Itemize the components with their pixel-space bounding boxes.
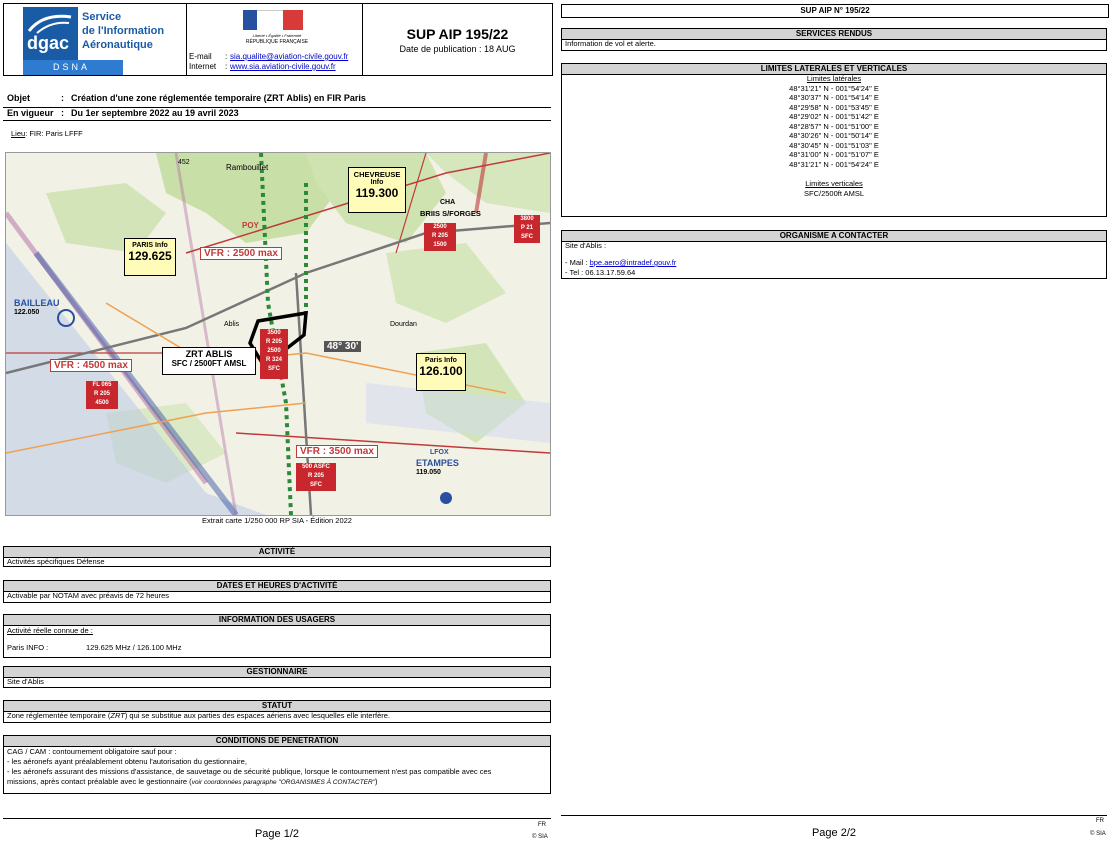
cond-line1: CAG / CAM : contournement obligatoire sauf pour : (7, 747, 177, 756)
map-label-briis: BRIIS S/FORGES (420, 209, 481, 218)
cond-line4 (7, 777, 550, 788)
objet-text: Création d'une zone réglementée temporaire (ZRT Ablis) en FIR Paris (71, 93, 366, 103)
chevreuse-freq: 119.300 (355, 186, 399, 200)
box-fl065-bot: 4500 (95, 400, 109, 406)
zrt-label-name: ZRT ABLIS (185, 349, 233, 359)
chevreuse-info: Info (370, 179, 384, 186)
box-3800-bot: SFC (521, 234, 533, 240)
red-box-2500 (424, 223, 456, 251)
map-label-etampes: ETAMPES (416, 458, 459, 468)
zrt-label-box (162, 347, 256, 375)
coord-2: 48°30'37" N - 001°54'14" E (789, 93, 879, 102)
org-tel: - Tel : 06.13.17.59.64 (565, 268, 636, 277)
internet-label: Internet (189, 62, 217, 71)
flag-blue (243, 10, 257, 30)
vfr-2500-label: VFR : 2500 max (200, 247, 282, 260)
republique-text: RÉPUBLIQUE FRANÇAISE (245, 39, 309, 45)
email-link[interactable]: sia.qualite@aviation-civile.gouv.fr (230, 52, 349, 61)
marianne-icon (257, 10, 283, 31)
section-services (561, 28, 1107, 52)
info-line2-value: 129.625 MHz / 126.100 MHz (86, 643, 182, 652)
cond-line4-post: ) (375, 777, 378, 786)
cond-line4-pre: missions, après contact préalable avec le gestionnaire ( (7, 777, 192, 786)
vert-label: Limites verticales (805, 179, 863, 188)
box-3500-sfc: SFC (268, 366, 280, 372)
dsna-band (23, 60, 123, 75)
objet-colon: : (61, 93, 64, 103)
info-body (3, 625, 551, 658)
cond-line3: - les aéronefs assurant des missions d'assistance, de sauvetage ou de sécurité publique, lorsque le contournement n'est pas compatible avec ces (7, 767, 492, 776)
section-gestionnaire (3, 666, 551, 688)
lat-label: Limites latérales (806, 74, 862, 83)
box-3800-top: 3800 (520, 216, 534, 222)
map-label-ablis: Ablis (224, 321, 240, 328)
box-500asfc-mid: R 205 (307, 473, 324, 479)
activite-body: Activités spécifiques Défense (3, 557, 551, 567)
footer-sia-right: © SIA (1090, 831, 1106, 837)
statut-body (3, 711, 551, 723)
vigueur-label: En vigueur (7, 108, 54, 118)
lieu-text: : FIR: Paris LFFF (25, 129, 83, 138)
header-logo-box (3, 3, 187, 76)
org-site: Site d'Ablis : (565, 241, 607, 250)
section-limites (561, 63, 1107, 218)
cond-title: CONDITIONS DE PENETRATION (3, 735, 551, 747)
internet-prefix: : (225, 62, 228, 71)
info-title: INFORMATION DES USAGERS (3, 614, 551, 626)
chevreuse-info-box (348, 167, 406, 213)
coord-3: 48°29'58" N - 001°53'45" E (789, 102, 879, 112)
cond-body (3, 746, 551, 794)
cond-line4-italic: voir coordonnées paragraphe "ORGANISMES À CONTACTER" (191, 779, 375, 786)
services-title: SERVICES RENDUS (561, 28, 1107, 40)
lieu-row (11, 129, 83, 138)
statut-title: STATUT (3, 700, 551, 712)
zrt-label-limits: SFC / 2500FT AMSL (171, 359, 247, 368)
footer-fr-right: FR (1096, 818, 1104, 824)
service-line-1: Service (82, 11, 122, 23)
vfr-3500-label: VFR : 3500 max (296, 445, 378, 458)
map-label-etampes-code: LFOX (430, 449, 449, 456)
chevreuse-name: CHEVREUSE (353, 170, 401, 179)
box-500asfc-bot: SFC (310, 482, 322, 488)
statut-post: ) qui se substitue aux parties des espaces aériens avec lesquelles elle interfère. (124, 711, 390, 720)
info-line2-label: Paris INFO : (7, 643, 49, 652)
info-line1: Activité réelle connue de : (7, 626, 93, 635)
services-body: Information de vol et alerte. (561, 39, 1107, 51)
footer-sia-left: © SIA (532, 834, 548, 840)
box-fl065-mid: R 205 (93, 391, 110, 397)
map-label-452: 452 (178, 159, 190, 166)
activite-title: ACTIVITÉ (3, 546, 551, 558)
footer-rule-right (561, 815, 1107, 816)
footer-page2: Page 2/2 (811, 827, 857, 839)
service-line-2: de l'Information (82, 25, 165, 37)
box-2500-mid: R 205 (431, 233, 448, 239)
republique-logo (243, 10, 303, 32)
map-caption: Extrait carte 1/250 000 RP SIA - Édition 2022 (202, 516, 352, 525)
dgac-logo-text: dgac (27, 33, 70, 53)
coord-5: 48°28'57" N - 001°51'00" E (789, 121, 879, 131)
map-label-baillea-freq: 122.050 (14, 309, 40, 316)
footer-rule-left (3, 818, 551, 819)
dates-title: DATES ET HEURES D'ACTIVITÉ (3, 580, 551, 592)
statut-zrt: ZRT (110, 711, 125, 720)
section-dates (3, 580, 551, 602)
paris-info-2-freq: 126.100 (419, 364, 463, 378)
coord-1: 48°31'21" N - 001°54'24" E (789, 83, 879, 93)
map-label-rambouillet: Rambouillet (226, 163, 269, 172)
org-mail-link[interactable]: bpe.aero@intradef.gouv.fr (589, 258, 677, 267)
box-3500-r205: R 205 (265, 339, 282, 345)
service-title (82, 10, 164, 52)
dsna-text: DSNA (53, 62, 91, 72)
header-contact-box (186, 3, 363, 76)
box-fl065-top: FL 065 (92, 382, 112, 388)
vigueur-colon: : (61, 108, 64, 118)
map-label-poy: POY (242, 221, 259, 230)
republique-motto: Liberté • Égalité • Fraternité (252, 33, 302, 38)
box-3500-top: 3500 (267, 330, 281, 336)
org-mail-row (565, 258, 1106, 268)
org-mail-label: - Mail : (565, 258, 590, 267)
box-3500-r324: R 324 (265, 357, 282, 363)
section-info-usagers (3, 614, 551, 658)
footer-fr-left: FR (538, 822, 546, 828)
coord-7: 48°30'45" N - 001°51'03" E (789, 140, 879, 150)
right-sup-title: SUP AIP N° 195/22 (561, 4, 1109, 18)
box-3800-mid: P 21 (520, 225, 534, 231)
red-box-500asfc (296, 463, 336, 491)
gest-title: GESTIONNAIRE (3, 666, 551, 678)
internet-link[interactable]: www.sia.aviation-civile.gouv.fr (230, 62, 336, 71)
map-label-dourdan: Dourdan (390, 321, 417, 328)
vfr-4500-label: VFR : 4500 max (50, 359, 132, 372)
lieu-label: Lieu (11, 129, 26, 138)
cond-line2: - les aéronefs ayant préalablement obtenu l'autorisation du gestionnaire, (7, 757, 247, 766)
paris-info-name: PARIS Info (132, 242, 168, 249)
box-2500-top: 2500 (433, 224, 447, 230)
paris-info-freq: 129.625 (128, 249, 172, 263)
sup-aip-title: SUP AIP 195/22 (406, 26, 509, 42)
red-box-3800 (514, 215, 540, 243)
service-line-3: Aéronautique (82, 39, 153, 51)
section-activite (3, 546, 551, 568)
limites-body (561, 74, 1107, 217)
statut-pre: Zone réglementée temporaire ( (7, 711, 111, 720)
box-2500-bot: 1500 (433, 242, 447, 248)
email-label: E-mail (189, 52, 212, 61)
limites-title: LIMITES LATERALES ET VERTICALES (561, 63, 1107, 75)
aeronautical-map (5, 152, 551, 516)
vigueur-row (3, 107, 551, 121)
section-organisme (561, 230, 1107, 280)
box-3500-mid: 2500 (267, 348, 281, 354)
vert-value: SFC/2500ft AMSL (803, 188, 865, 198)
coord-8: 48°31'00" N - 001°51'07" E (789, 150, 879, 159)
footer-page1: Page 1/2 (254, 828, 300, 840)
objet-label: Objet (7, 93, 31, 103)
box-500asfc-top: 500 ASFC (302, 464, 330, 470)
dates-body: Activable par NOTAM avec préavis de 72 heures (3, 591, 551, 603)
paris-info-2-name: Paris Info (425, 357, 457, 364)
vigueur-text: Du 1er septembre 2022 au 19 avril 2023 (71, 108, 239, 118)
org-body (561, 241, 1107, 279)
header-title-box (362, 3, 553, 76)
email-prefix: : (225, 52, 228, 61)
red-box-3500 (260, 329, 288, 379)
publication-date: Date de publication : 18 AUG (399, 44, 516, 54)
map-label-baillea: BAILLEAU (14, 298, 60, 308)
coord-6: 48°30'26" N - 001°50'14" E (789, 131, 879, 140)
coord-4: 48°29'02" N - 001°51'42" E (789, 112, 879, 121)
map-label-lat: 48° 30' (324, 341, 361, 352)
map-label-cha: CHA (440, 199, 456, 206)
section-conditions (3, 735, 551, 793)
red-box-fl065 (86, 381, 118, 409)
map-label-etampes-freq: 119.050 (416, 469, 441, 476)
section-statut (3, 700, 551, 722)
flag-red (283, 10, 303, 30)
paris-info-box (124, 238, 176, 276)
gest-body: Site d'Ablis (3, 677, 551, 688)
coord-9: 48°31'21" N - 001°54'24" E (789, 159, 879, 169)
org-title: ORGANISME A CONTACTER (561, 230, 1107, 242)
paris-info-box-2 (416, 353, 466, 391)
